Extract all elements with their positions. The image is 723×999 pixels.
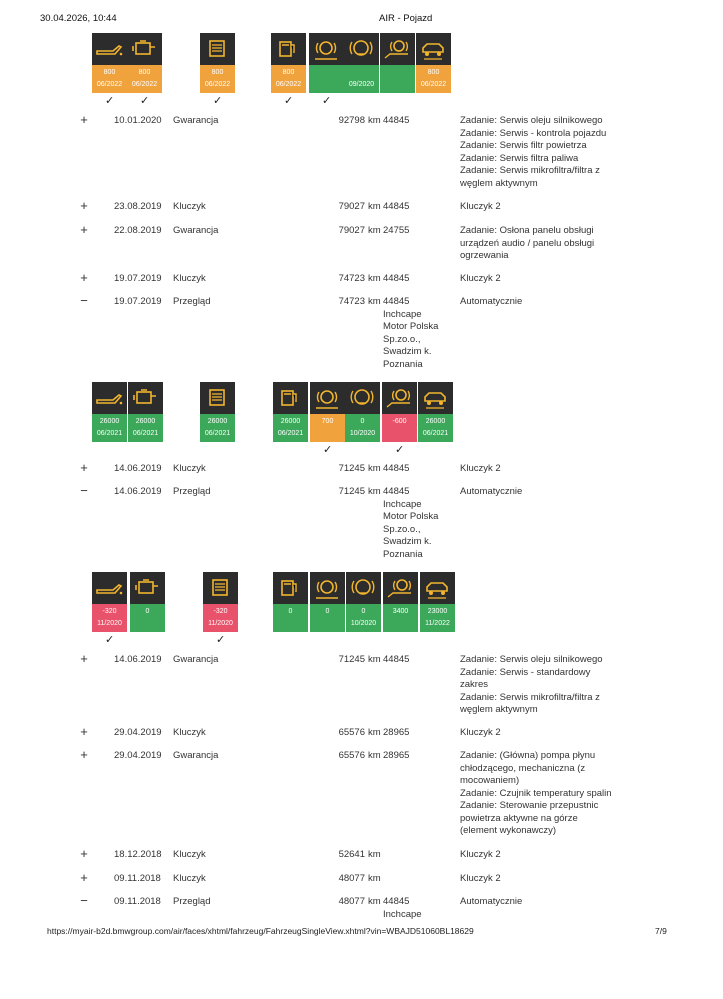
service-status-badge xyxy=(346,604,381,632)
service-status-badge xyxy=(273,604,308,632)
service-remaining: 0 xyxy=(361,608,366,615)
entry-date: 14.06.2019 xyxy=(114,463,162,474)
service-status-badge xyxy=(383,604,418,632)
brake-fluid-icon xyxy=(344,33,379,65)
collapse-toggle[interactable]: − xyxy=(80,893,88,908)
entry-date: 19.07.2019 xyxy=(114,296,162,307)
vehicle-check-icon xyxy=(420,572,455,604)
entry-type: Kluczyk xyxy=(173,727,206,738)
entry-dealer-line: Motor Polska xyxy=(383,321,439,332)
service-tile xyxy=(130,572,165,632)
service-remaining: 23000 xyxy=(427,608,448,615)
entry-description-line: Automatycznie xyxy=(460,296,523,307)
entry-description-line: Kluczyk 2 xyxy=(460,201,501,212)
entry-description-line: Zadanie: Serwis - kontrola pojazdu xyxy=(460,127,607,139)
fuel-filter-icon xyxy=(271,33,306,65)
entry-description-line: węglem aktywnym xyxy=(460,177,538,189)
entry-description-line: zakres xyxy=(460,679,488,690)
service-tile xyxy=(200,33,235,93)
entry-description-line: Zadanie: Serwis mikrofiltra/filtra z xyxy=(460,691,600,703)
service-remaining: 0 xyxy=(145,608,150,615)
print-datetime: 30.04.2026, 10:44 xyxy=(40,13,117,24)
service-status-badge xyxy=(345,414,380,442)
expand-toggle[interactable]: + xyxy=(80,846,88,861)
service-status-badge xyxy=(344,65,379,93)
expand-toggle[interactable]: + xyxy=(80,270,88,285)
service-tile xyxy=(273,382,308,442)
service-tile xyxy=(382,382,417,442)
entry-description xyxy=(460,486,620,499)
checkmark-icon: ✓ xyxy=(105,634,115,646)
entry-mileage: 48077 xyxy=(338,873,365,884)
service-remaining: 700 xyxy=(321,418,334,425)
service-tile xyxy=(203,572,238,632)
entry-mileage-unit: km xyxy=(368,896,381,907)
cabin-filter-icon xyxy=(200,33,235,65)
service-remaining: 0 xyxy=(360,418,365,425)
entry-mileage-unit: km xyxy=(368,115,381,126)
entry-description-line: Zadanie: Serwis oleju silnikowego xyxy=(460,115,603,126)
front-brake-icon xyxy=(309,33,344,65)
service-remaining: -600 xyxy=(392,418,407,425)
checkmark-icon: ✓ xyxy=(213,95,223,107)
entry-mileage-unit: km xyxy=(368,463,381,474)
service-status-badge xyxy=(310,414,345,442)
entry-type: Kluczyk xyxy=(173,201,206,212)
service-status-badge xyxy=(92,414,127,442)
entry-description-line: Kluczyk 2 xyxy=(460,463,501,474)
page-title: AIR - Pojazd xyxy=(379,13,433,24)
entry-description-line: węglem aktywnym xyxy=(460,704,538,715)
service-remaining: 3400 xyxy=(392,608,409,615)
expand-toggle[interactable]: + xyxy=(80,112,88,127)
entry-dealer-line: 44845 xyxy=(383,296,410,307)
entry-dealer-line: 28965 xyxy=(383,727,410,738)
entry-description xyxy=(460,750,620,838)
entry-type: Kluczyk xyxy=(173,273,206,284)
entry-date: 09.11.2018 xyxy=(114,873,161,884)
oil-can-icon xyxy=(92,382,127,414)
service-status-badge xyxy=(382,414,417,442)
page-url: https://myair-b2d.bmwgroup.com/air/faces/xhtml/fahrzeug/FahrzeugSingleView.xhtml?vin=WBAJD51060BL18629 xyxy=(47,926,474,936)
entry-dealer-line: Swadzim k. xyxy=(383,346,432,357)
entry-description xyxy=(460,873,620,886)
service-status-badge xyxy=(273,414,308,442)
service-tile xyxy=(309,33,344,93)
entry-description-line: Zadanie: Serwis mikrofiltra/filtra z xyxy=(460,165,600,176)
service-remaining: 26000 xyxy=(99,418,120,425)
entry-dealer-line: Sp.zo.o., xyxy=(383,523,421,535)
entry-date: 29.04.2019 xyxy=(114,750,162,761)
entry-mileage-unit: km xyxy=(368,750,381,761)
service-status-badge xyxy=(92,604,127,632)
entry-mileage: 65576 xyxy=(338,727,365,738)
service-tile xyxy=(127,33,162,93)
entry-dealer xyxy=(383,486,438,561)
entry-dealer-line: Inchcape xyxy=(383,908,422,920)
front-brake-icon xyxy=(310,572,345,604)
engine-icon xyxy=(128,382,163,414)
entry-description-line: Zadanie: Serwis filtr powietrza xyxy=(460,140,587,151)
entry-dealer-line: 24755 xyxy=(383,225,410,236)
service-due-date: 11/2020 xyxy=(97,620,122,627)
service-tile xyxy=(310,382,345,442)
entry-dealer xyxy=(383,115,409,128)
entry-description-line: Automatycznie xyxy=(460,896,523,907)
entry-description-line: Kluczyk 2 xyxy=(460,727,501,738)
entry-dealer-line: Poznania xyxy=(383,548,423,560)
service-due-date: 06/2021 xyxy=(132,430,159,437)
entry-mileage: 71245 xyxy=(338,486,365,497)
service-tile xyxy=(345,382,380,442)
service-remaining: -320 xyxy=(102,608,117,615)
entry-description xyxy=(460,654,620,717)
service-due-date xyxy=(382,428,417,440)
entry-date: 09.11.2018 xyxy=(114,896,161,907)
oil-can-icon xyxy=(92,33,127,65)
service-tile xyxy=(271,33,306,93)
entry-mileage: 71245 xyxy=(338,654,365,665)
entry-mileage: 52641 xyxy=(338,849,365,860)
service-due-date: 06/2021 xyxy=(422,430,449,437)
entry-dealer-line: 44845 xyxy=(383,463,410,474)
service-due-date xyxy=(309,79,344,91)
oil-can-icon xyxy=(92,572,127,604)
entry-type: Kluczyk xyxy=(173,849,206,860)
entry-dealer-line: Inchcape xyxy=(383,308,422,320)
service-remaining: 26000 xyxy=(207,418,228,425)
service-due-date: 10/2020 xyxy=(349,430,376,437)
service-due-date: 06/2021 xyxy=(204,430,231,437)
entry-dealer-line: Motor Polska xyxy=(383,511,439,522)
entry-dealer xyxy=(383,296,438,371)
service-status-badge xyxy=(200,65,235,93)
checkmark-icon: ✓ xyxy=(105,95,115,107)
entry-mileage: 92798 xyxy=(338,115,365,126)
service-remaining: 26000 xyxy=(135,418,156,425)
entry-type: Gwarancja xyxy=(173,750,219,761)
entry-date: 18.12.2018 xyxy=(114,849,162,860)
fuel-filter-icon xyxy=(273,382,308,414)
entry-description-line: chłodzącego, mechaniczna (z xyxy=(460,762,586,774)
entry-dealer-line: 44845 xyxy=(383,654,410,665)
service-status-badge xyxy=(203,604,238,632)
checkmark-icon: ✓ xyxy=(323,444,333,456)
entry-mileage-unit: km xyxy=(368,273,381,284)
service-remaining: 0 xyxy=(325,608,330,615)
service-due-date: 06/2022 xyxy=(420,81,447,88)
entry-description-line: Zadanie: Serwis - standardowy xyxy=(460,666,591,678)
service-due-date: 06/2022 xyxy=(204,81,231,88)
rear-brake-icon xyxy=(380,33,415,65)
expand-toggle[interactable]: + xyxy=(80,651,88,666)
service-due-date xyxy=(380,79,415,91)
service-tile xyxy=(92,382,127,442)
entry-dealer-line: Inchcape xyxy=(383,498,422,510)
service-status-badge xyxy=(416,65,451,93)
expand-toggle[interactable]: + xyxy=(80,724,88,739)
rear-brake-icon xyxy=(383,572,418,604)
service-tile xyxy=(420,572,455,632)
service-remaining: 800 xyxy=(138,69,151,76)
entry-type: Przegląd xyxy=(173,896,211,907)
service-tile xyxy=(92,33,127,93)
collapse-toggle[interactable]: − xyxy=(80,293,88,308)
cabin-filter-icon xyxy=(200,382,235,414)
front-brake-icon xyxy=(310,382,345,414)
entry-type: Przegląd xyxy=(173,486,211,497)
service-due-date: 10/2020 xyxy=(350,620,377,627)
service-tile xyxy=(200,382,235,442)
service-due-date xyxy=(310,428,345,440)
entry-dealer xyxy=(383,896,422,921)
entry-type: Kluczyk xyxy=(173,873,206,884)
entry-date: 19.07.2019 xyxy=(114,273,162,284)
service-status-badge xyxy=(420,604,455,632)
entry-description-line: (element wykonawczy) xyxy=(460,825,557,836)
entry-date: 14.06.2019 xyxy=(114,654,162,665)
service-remaining: 26000 xyxy=(280,418,301,425)
entry-date: 14.06.2019 xyxy=(114,486,162,497)
service-tile xyxy=(128,382,163,442)
entry-dealer xyxy=(383,273,409,286)
service-tile xyxy=(92,572,127,632)
service-remaining xyxy=(309,67,344,79)
service-tile xyxy=(346,572,381,632)
entry-dealer-line: 44845 xyxy=(383,273,410,284)
entry-description xyxy=(460,273,620,286)
service-due-date: 06/2022 xyxy=(96,81,123,88)
entry-dealer xyxy=(383,463,409,476)
entry-mileage-unit: km xyxy=(368,296,381,307)
service-remaining xyxy=(380,67,415,79)
entry-dealer xyxy=(383,201,409,214)
entry-dealer xyxy=(383,654,409,667)
entry-dealer-line: Swadzim k. xyxy=(383,536,432,547)
entry-description-line: Zadanie: Czujnik temperatury spalin xyxy=(460,787,612,799)
service-status-badge xyxy=(130,604,165,632)
entry-description xyxy=(460,296,620,309)
entry-description xyxy=(460,463,620,476)
brake-fluid-icon xyxy=(345,382,380,414)
service-status-badge xyxy=(271,65,306,93)
entry-mileage: 79027 xyxy=(338,225,365,236)
entry-dealer-line: 44845 xyxy=(383,896,410,907)
service-due-date: 06/2022 xyxy=(131,81,158,88)
entry-mileage-unit: km xyxy=(368,727,381,738)
entry-mileage-unit: km xyxy=(368,873,381,884)
entry-description-line: urządzeń audio / panelu obsługi xyxy=(460,237,595,249)
service-tile xyxy=(344,33,379,93)
entry-dealer-line: 28965 xyxy=(383,750,410,761)
entry-description-line: Zadanie: Osłona panelu obsługi xyxy=(460,225,594,236)
entry-mileage: 65576 xyxy=(338,750,365,761)
entry-mileage: 48077 xyxy=(338,896,365,907)
service-remaining: -320 xyxy=(213,608,228,615)
entry-type: Kluczyk xyxy=(173,463,206,474)
expand-toggle[interactable]: + xyxy=(80,198,88,213)
entry-mileage-unit: km xyxy=(368,849,381,860)
entry-description-line: Automatycznie xyxy=(460,486,523,497)
service-tile xyxy=(383,572,418,632)
entry-dealer-line: Poznania xyxy=(383,358,423,370)
entry-mileage-unit: km xyxy=(368,201,381,212)
service-due-date: 06/2021 xyxy=(277,430,304,437)
entry-description xyxy=(460,115,620,190)
service-remaining: 800 xyxy=(103,69,116,76)
service-due-date: 11/2022 xyxy=(425,620,450,627)
entry-type: Przegląd xyxy=(173,296,211,307)
entry-description-line: ogrzewania xyxy=(460,250,509,261)
service-remaining: 800 xyxy=(427,69,440,76)
service-remaining: 800 xyxy=(211,69,224,76)
entry-description-line: powietrza aktywne na górze xyxy=(460,812,578,824)
entry-dealer xyxy=(383,750,409,763)
service-status-badge xyxy=(92,65,127,93)
entry-mileage: 74723 xyxy=(338,296,365,307)
service-tile xyxy=(418,382,453,442)
entry-description xyxy=(460,727,620,740)
checkmark-icon: ✓ xyxy=(140,95,150,107)
entry-date: 29.04.2019 xyxy=(114,727,162,738)
entry-mileage-unit: km xyxy=(368,225,381,236)
vehicle-check-icon xyxy=(416,33,451,65)
service-status-badge xyxy=(380,65,415,93)
checkmark-icon: ✓ xyxy=(322,95,332,107)
service-due-date xyxy=(273,618,308,630)
entry-mileage: 79027 xyxy=(338,201,365,212)
service-due-date xyxy=(310,618,345,630)
service-remaining: 800 xyxy=(282,69,295,76)
service-status-badge xyxy=(200,414,235,442)
entry-description-line: Zadanie: (Główna) pompa płynu xyxy=(460,750,596,761)
entry-description xyxy=(460,849,620,862)
collapse-toggle[interactable]: − xyxy=(80,483,88,498)
fuel-filter-icon xyxy=(273,572,308,604)
expand-toggle[interactable]: + xyxy=(80,870,88,885)
service-tile xyxy=(310,572,345,632)
checkmark-icon: ✓ xyxy=(216,634,226,646)
service-remaining: 26000 xyxy=(425,418,446,425)
entry-type: Gwarancja xyxy=(173,115,219,126)
entry-description-line: mocowaniem) xyxy=(460,775,520,786)
rear-brake-icon xyxy=(382,382,417,414)
entry-description-line: Kluczyk 2 xyxy=(460,273,501,284)
entry-date: 22.08.2019 xyxy=(114,225,162,236)
entry-mileage: 71245 xyxy=(338,463,365,474)
entry-mileage-unit: km xyxy=(368,486,381,497)
entry-type: Gwarancja xyxy=(173,654,219,665)
checkmark-icon: ✓ xyxy=(395,444,405,456)
engine-icon xyxy=(130,572,165,604)
cabin-filter-icon xyxy=(203,572,238,604)
expand-toggle[interactable]: + xyxy=(80,747,88,762)
entry-description-line: Zadanie: Serwis oleju silnikowego xyxy=(460,654,603,665)
service-remaining: 0 xyxy=(288,608,293,615)
entry-date: 23.08.2019 xyxy=(114,201,162,212)
service-status-badge xyxy=(128,414,163,442)
entry-date: 10.01.2020 xyxy=(114,115,162,126)
entry-dealer-line: Sp.zo.o., xyxy=(383,333,421,345)
expand-toggle[interactable]: + xyxy=(80,460,88,475)
entry-dealer-line: 44845 xyxy=(383,115,410,126)
service-status-badge xyxy=(309,65,344,93)
entry-description-line: Zadanie: Serwis filtra paliwa xyxy=(460,152,579,164)
service-due-date: 06/2022 xyxy=(275,81,302,88)
entry-description-line: Kluczyk 2 xyxy=(460,873,501,884)
expand-toggle[interactable]: + xyxy=(80,222,88,237)
entry-description xyxy=(460,896,620,909)
entry-dealer xyxy=(383,225,409,238)
service-status-badge xyxy=(310,604,345,632)
entry-dealer-line: 44845 xyxy=(383,201,410,212)
service-due-date xyxy=(383,618,418,630)
service-tile xyxy=(416,33,451,93)
service-due-date: 11/2020 xyxy=(208,620,233,627)
engine-icon xyxy=(127,33,162,65)
service-tile xyxy=(380,33,415,93)
service-due-date: 09/2020 xyxy=(348,81,375,88)
entry-description-line: Kluczyk 2 xyxy=(460,849,501,860)
service-status-badge xyxy=(418,414,453,442)
entry-mileage: 74723 xyxy=(338,273,365,284)
service-due-date: 06/2021 xyxy=(96,430,123,437)
entry-description xyxy=(460,201,620,214)
entry-dealer-line: 44845 xyxy=(383,486,410,497)
service-tile xyxy=(273,572,308,632)
service-due-date xyxy=(130,618,165,630)
entry-description xyxy=(460,225,620,263)
entry-type: Gwarancja xyxy=(173,225,219,236)
entry-description-line: Zadanie: Sterowanie przepustnic xyxy=(460,800,599,811)
service-remaining xyxy=(344,67,379,79)
entry-dealer xyxy=(383,727,409,740)
page-number: 7/9 xyxy=(655,926,667,936)
service-status-badge xyxy=(127,65,162,93)
entry-mileage-unit: km xyxy=(368,654,381,665)
checkmark-icon: ✓ xyxy=(284,95,294,107)
brake-fluid-icon xyxy=(346,572,381,604)
vehicle-check-icon xyxy=(418,382,453,414)
